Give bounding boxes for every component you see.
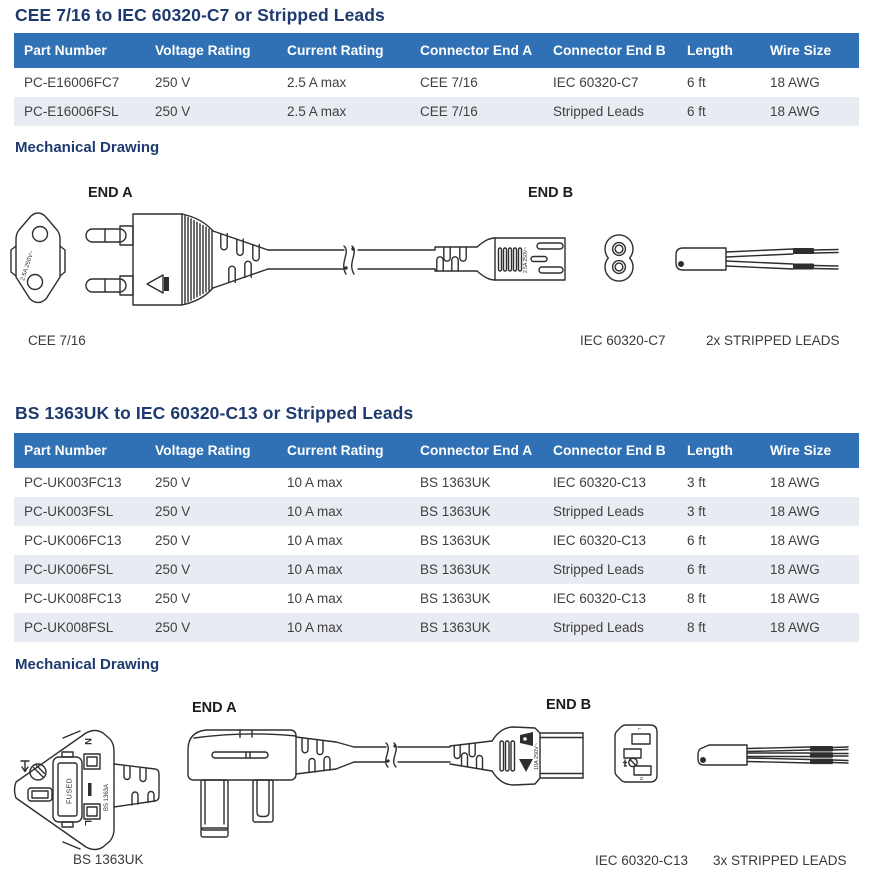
connector-a-label: CEE 7/16: [28, 333, 86, 348]
cee716-plug-side-drawing: [86, 214, 268, 305]
table-cell: PC-UK008FSL: [24, 620, 114, 635]
column-header: Voltage Rating: [145, 433, 277, 468]
table-row: [14, 68, 859, 97]
table-cell: BS 1363UK: [420, 591, 491, 606]
spec-table-bs1363: [14, 433, 859, 642]
table-cell: 2.5 A max: [287, 104, 347, 119]
cable-drawing-2: [354, 743, 450, 767]
table-cell: 250 V: [155, 620, 191, 635]
table-cell: 10 A max: [287, 475, 343, 490]
table-cell: PC-E16006FC7: [24, 75, 120, 90]
spec-table-cee716: [14, 33, 859, 126]
table-cell: 2.5 A max: [287, 75, 347, 90]
cee716-face-drawing: [11, 213, 65, 303]
table-cell: PC-UK008FC13: [24, 591, 122, 606]
c7-face-drawing: [605, 235, 633, 281]
table-cell: PC-UK006FSL: [24, 562, 114, 577]
table-cell: Stripped Leads: [553, 104, 644, 119]
table-cell: Stripped Leads: [553, 562, 644, 577]
table-cell: IEC 60320-C13: [553, 533, 647, 548]
table-cell: 18 AWG: [770, 75, 820, 90]
table-cell: BS 1363UK: [420, 562, 491, 577]
leads-label: 2x STRIPPED LEADS: [706, 333, 840, 348]
column-header: Connector End B: [543, 33, 677, 68]
table-cell: PC-UK003FC13: [24, 475, 122, 490]
c13-connector-side-drawing: [450, 727, 583, 785]
column-header: Current Rating: [277, 433, 410, 468]
table-cell: 250 V: [155, 504, 191, 519]
end-b-label: END B: [546, 697, 592, 713]
table-row: [14, 97, 859, 126]
connector-rating-marking: 2.5A 250V~: [523, 247, 529, 273]
live-marking: L: [82, 820, 93, 826]
end-a-label: END A: [192, 700, 237, 716]
column-header: Part Number: [14, 33, 145, 68]
plug-rating-marking: 2.5A 250V~: [20, 250, 36, 282]
table-cell: 18 AWG: [770, 620, 820, 635]
cable-drawing-1: [268, 246, 435, 274]
table-cell: 18 AWG: [770, 475, 820, 490]
table-cell: 6 ft: [687, 75, 706, 90]
column-header: Length: [677, 33, 760, 68]
column-header: Connector End A: [410, 33, 543, 68]
table-cell: 18 AWG: [770, 533, 820, 548]
table-cell: 18 AWG: [770, 504, 820, 519]
table-cell: Stripped Leads: [553, 620, 644, 635]
table-cell: 10 A max: [287, 620, 343, 635]
column-header: Voltage Rating: [145, 33, 277, 68]
table-cell: PC-UK006FC13: [24, 533, 122, 548]
table-cell: 8 ft: [687, 591, 706, 606]
table-cell: 250 V: [155, 475, 191, 490]
table-cell: 6 ft: [687, 533, 706, 548]
table-row: [14, 613, 859, 642]
table-cell: 10 A max: [287, 533, 343, 548]
table-cell: 250 V: [155, 533, 191, 548]
c13-face-drawing: [615, 725, 657, 782]
bs1363-face-drawing: [15, 731, 160, 850]
leads-label: 3x STRIPPED LEADS: [713, 853, 847, 868]
mechanical-drawing-2: [0, 680, 873, 874]
table-cell: CEE 7/16: [420, 75, 478, 90]
column-header: Wire Size: [760, 33, 859, 68]
c7-connector-side-drawing: [435, 238, 565, 280]
table-cell: 250 V: [155, 562, 191, 577]
table-cell: BS 1363UK: [420, 504, 491, 519]
table-cell: 250 V: [155, 591, 191, 606]
mechanical-drawing-heading: Mechanical Drawing: [15, 656, 160, 673]
stripped-leads-drawing-2: [698, 745, 848, 765]
stripped-leads-drawing-1: [676, 248, 838, 270]
table-cell: CEE 7/16: [420, 104, 478, 119]
table-row: [14, 526, 859, 555]
face-neutral-marking: N: [639, 777, 644, 781]
mechanical-drawing-1: [0, 160, 873, 375]
table-cell: 8 ft: [687, 620, 706, 635]
table-row: [14, 555, 859, 584]
table-row: [14, 584, 859, 613]
bs1363-plug-side-drawing: [188, 730, 354, 837]
neutral-marking: N: [82, 738, 93, 745]
table-cell: 10 A max: [287, 591, 343, 606]
end-b-label: END B: [528, 185, 574, 201]
table-cell: IEC 60320-C13: [553, 591, 647, 606]
table-cell: BS 1363UK: [420, 475, 491, 490]
section2-title: BS 1363UK to IEC 60320-C13 or Stripped Leads: [15, 403, 414, 423]
end-a-label: END A: [88, 185, 133, 201]
table-cell: BS 1363UK: [420, 533, 491, 548]
table-row: [14, 497, 859, 526]
table-cell: 18 AWG: [770, 591, 820, 606]
column-header: Connector End B: [543, 433, 677, 468]
table-cell: Stripped Leads: [553, 504, 644, 519]
table-row: [14, 468, 859, 497]
connector-a-label: BS 1363UK: [73, 852, 144, 867]
column-header: Connector End A: [410, 433, 543, 468]
table-cell: PC-E16006FSL: [24, 104, 119, 119]
column-header: Current Rating: [277, 33, 410, 68]
mechanical-drawing-heading: Mechanical Drawing: [15, 139, 160, 156]
table-cell: 6 ft: [687, 104, 706, 119]
column-header: Length: [677, 433, 760, 468]
standard-marking: BS 1363A: [104, 783, 110, 811]
table-cell: IEC 60320-C13: [553, 475, 647, 490]
table-cell: 18 AWG: [770, 562, 820, 577]
table-cell: 10 A max: [287, 504, 343, 519]
table-cell: 6 ft: [687, 562, 706, 577]
table-cell: 3 ft: [687, 475, 706, 490]
table-cell: 10 A max: [287, 562, 343, 577]
table-cell: IEC 60320-C7: [553, 75, 639, 90]
table-cell: PC-UK003FSL: [24, 504, 114, 519]
table-header-row: [14, 433, 859, 468]
fused-marking: FUSED: [66, 777, 74, 804]
table-cell: BS 1363UK: [420, 620, 491, 635]
table-cell: 3 ft: [687, 504, 706, 519]
column-header: Part Number: [14, 433, 145, 468]
connector-rating-marking: 10A 250V~: [534, 742, 540, 770]
connector-b-label: IEC 60320-C7: [580, 333, 666, 348]
table-cell: 250 V: [155, 104, 191, 119]
column-header: Wire Size: [760, 433, 859, 468]
table-cell: 18 AWG: [770, 104, 820, 119]
section1-title: CEE 7/16 to IEC 60320-C7 or Stripped Leads: [15, 5, 385, 25]
table-header-row: [14, 33, 859, 68]
connector-b-label: IEC 60320-C13: [595, 853, 689, 868]
face-live-marking: L: [637, 728, 642, 731]
table-cell: 250 V: [155, 75, 191, 90]
